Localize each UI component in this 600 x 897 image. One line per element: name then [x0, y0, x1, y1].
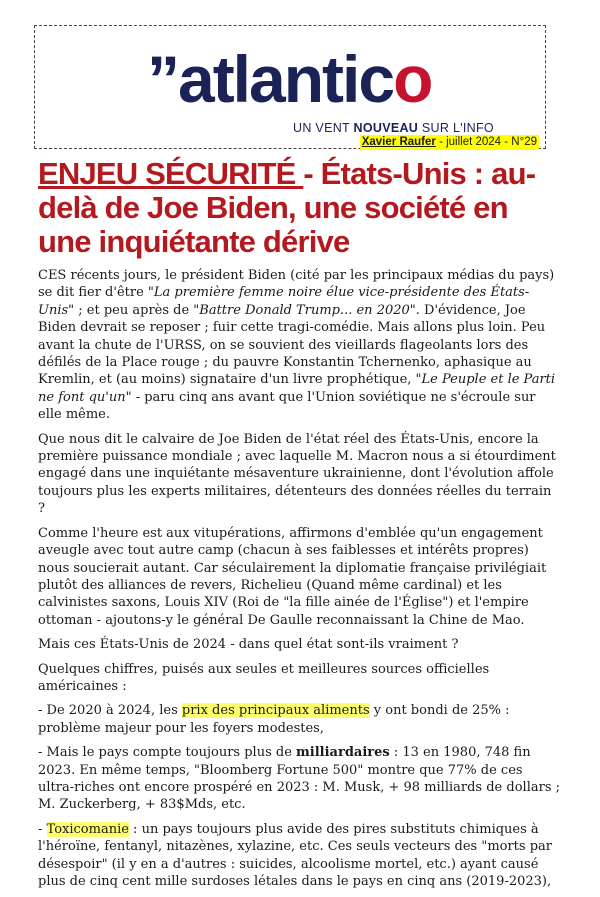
issue-info: - juillet 2024 - N°29 — [435, 136, 537, 148]
paragraph-4: Mais ces États-Unis de 2024 - dans quel état sont-ils vraiment ? — [38, 637, 459, 653]
atlantico-logo[interactable]: ”atlantico — [147, 42, 432, 116]
paragraph-3: Comme l'heure est aux vitupérations, affirmons d'emblée qu'un engagement aveugle avec tout autre camp (chacun à ses faiblesses et intérêts propres) nous soucierait autant. Car séculairement la diplomatie française privilégiait plutôt des alliances de revers, Richelieu (Quand même cardinal) et les calvinistes saxons, Louis XIV (Roi de "la fille ainée de l'Église") et l'empire ottoman - ajoutons-y le général De Gaulle reconnaissant la Chine de Mao. — [38, 525, 547, 628]
article-body — [38, 267, 560, 897]
paragraph-6: - De 2020 à 2024, les prix des principaux aliments y ont bondi de 25% : problème majeur pour les foyers modestes, — [38, 703, 510, 736]
paragraph-1: CES récents jours, le président Biden (cité par les principaux médias du pays) se dit fier d'être "La première femme noire élue vice-présidente des États-Unis" ; et peu après de "Battre Donald Trump... en 2020". D'évidence, Joe Biden devrait se reposer ; fuir cette tragi-comédie. Mais allons plus loin. Peu avant la chute de l'URSS, on se souvient des vieillards flageolants lors des défilés de la Place rouge ; du pauvre Konstantin Tchernenko, aphasique au Kremlin, et (au moins) signataire d'un livre prophétique, "Le Peuple et le Parti ne font qu'un" - paru cinq ans avant que l'Union soviétique ne s'écroule sur elle même. — [38, 268, 556, 423]
author-name: Xavier Raufer — [361, 136, 436, 148]
paragraph-8: - Toxicomanie : un pays toujours plus avide des pires substituts chimiques à l'héroïne, fentanyl, nitazènes, xylazine, etc. Ces seuls vecteurs des "morts par désespoir" (il y en a d'autres : suicides, alcoolisme mortel, etc.) ayant causé plus de cinq cent mille surdoses létales dans le pays en cinq ans (2019-2023), — [38, 821, 553, 889]
title-text: - États-Unis : au-delà de Joe Biden, une société en une inquiétante dérive — [38, 156, 536, 259]
article-title — [38, 157, 568, 259]
logo-tagline: UN VENT NOUVEAU SUR L'INFO — [293, 121, 494, 135]
highlight-food-prices: prix des principaux aliments — [181, 703, 370, 719]
highlight-drug-addiction: Toxicomanie — [46, 821, 129, 837]
masthead — [34, 25, 546, 149]
paragraph-7: - Mais le pays compte toujours plus de milliardaires : 13 en 1980, 748 fin 2023. En même temps, "Bloomberg Fortune 500" montre que 77% de ces ultra-riches ont encore prospéré en 2023 : M. Musk, + 98 milliards de dollars ; M. Zuckerberg, + 83$Mds, etc. — [38, 745, 560, 813]
paragraph-2: Que nous dit le calvaire de Joe Biden de l'état réel des États-Unis, encore la première puissance mondiale ; avec laquelle M. Macron nous a si étourdiment engagé dans une inquiétante mésaventure ukrainienne, dont l'évolution affole toujours plus les experts militaires, détenteurs des données réelles du terrain ? — [38, 431, 556, 517]
paragraph-5: Quelques chiffres, puisés aux seules et meilleures sources officielles américaines : — [38, 661, 490, 694]
title-kicker: ENJEU SÉCURITÉ — [38, 156, 304, 191]
bold-billionaires: milliardaires — [296, 745, 390, 761]
byline — [360, 135, 539, 150]
